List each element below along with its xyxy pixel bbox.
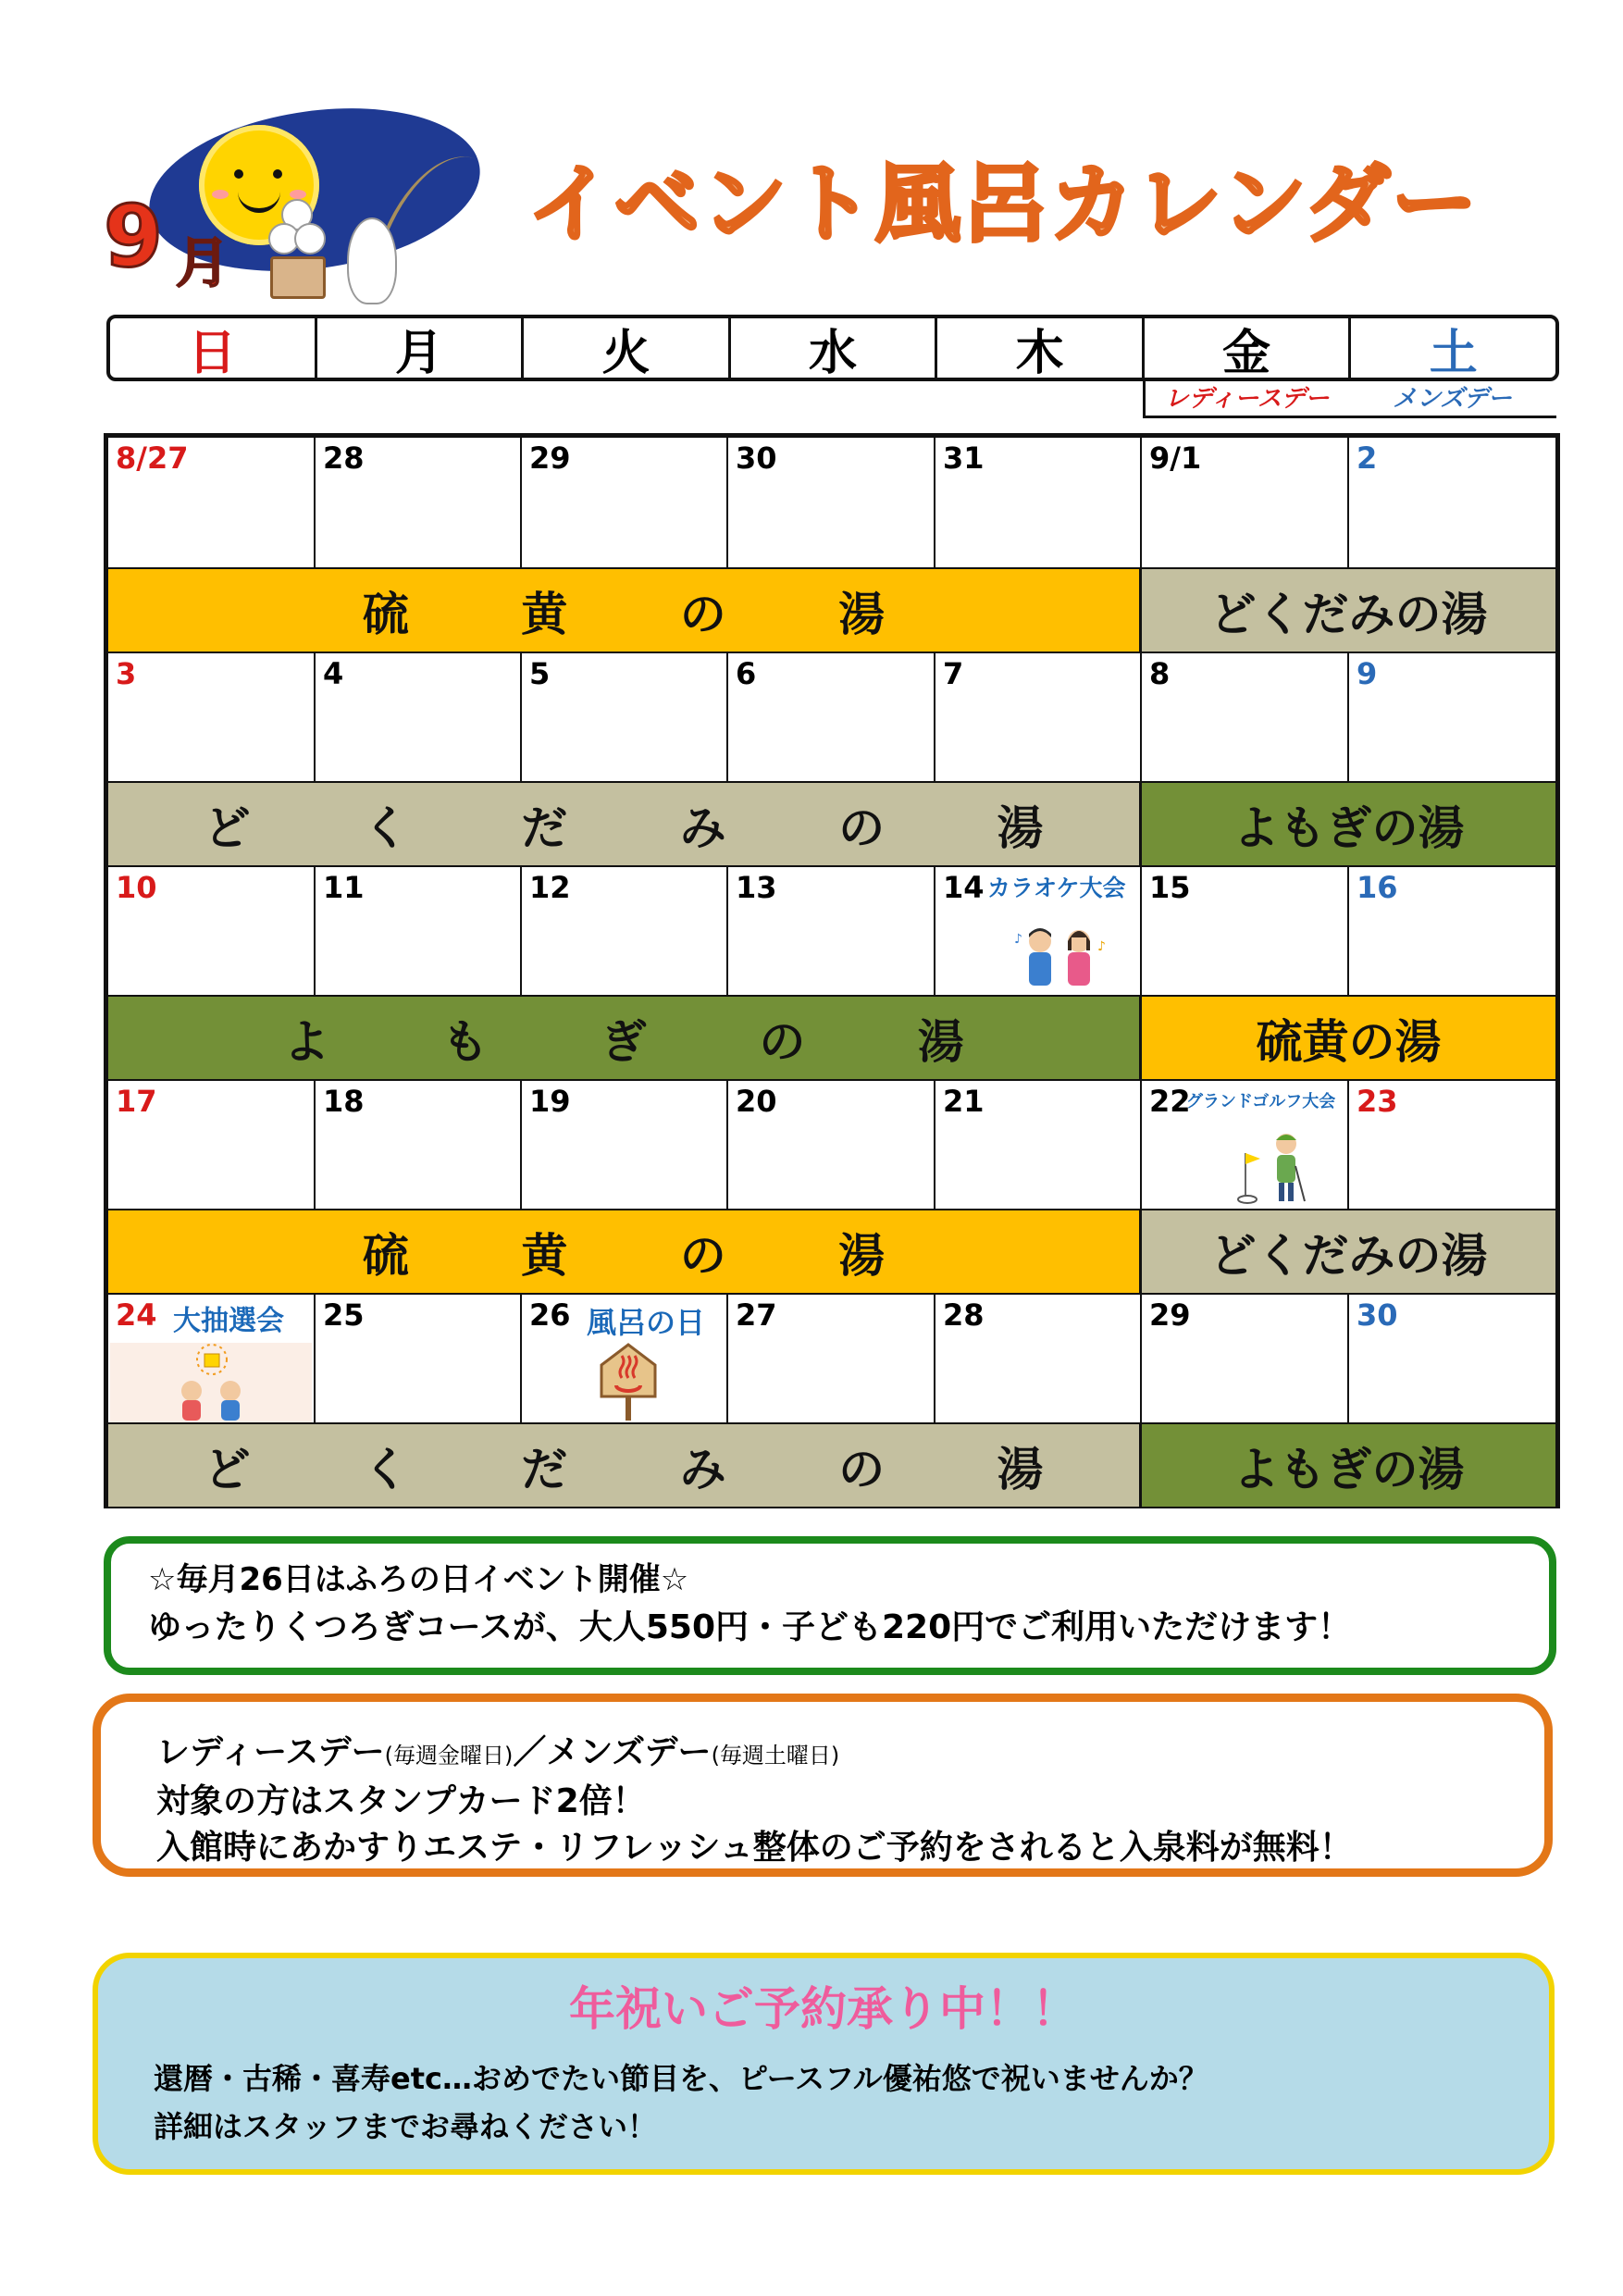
ladies-mens-day-info-box	[93, 1694, 1553, 1877]
calendar-day	[316, 1293, 522, 1422]
calendar-day	[316, 1079, 522, 1209]
calendar-day	[728, 1293, 935, 1422]
calendar-day	[728, 652, 935, 781]
calendar-day	[1142, 865, 1349, 995]
day-number: 20	[736, 1084, 777, 1119]
day-number: 25	[323, 1297, 365, 1333]
ladies-day-note: レディースデー	[1143, 381, 1348, 418]
ground-golf-player-icon	[1236, 1125, 1310, 1207]
calendar-day	[1142, 438, 1349, 567]
calendar-day	[1142, 1293, 1349, 1422]
calendar-week	[108, 1293, 1555, 1507]
bath-weekend-band: よもぎの湯	[1142, 1422, 1555, 1507]
day-number: 8/27	[116, 441, 189, 476]
calendar-day	[1349, 865, 1555, 995]
day-number: 27	[736, 1297, 777, 1333]
day-number: 7	[943, 656, 964, 691]
stamp-card-benefit: 対象の方はスタンプカード2倍！	[156, 1782, 646, 1820]
calendar-day	[1349, 652, 1555, 781]
calendar-day	[1349, 1079, 1555, 1209]
lottery-kids-icon	[164, 1339, 261, 1422]
calendar-day	[108, 438, 316, 567]
mens-day-schedule: (毎週土曜日)	[711, 1743, 840, 1769]
rabbit-icon	[347, 217, 397, 304]
tsukimi-dango-icon	[268, 199, 324, 303]
weekday-wednesday: 水	[731, 318, 938, 378]
mens-day-label: メンズデー	[546, 1733, 712, 1771]
day-number: 29	[1149, 1297, 1191, 1333]
calendar-day	[108, 865, 316, 995]
bath-weekday-band: 硫 黄 の 湯	[108, 567, 1142, 652]
karaoke-event-label: カラオケ大会	[987, 875, 1126, 901]
weekday-tuesday: 火	[524, 318, 731, 378]
day-number: 6	[736, 656, 757, 691]
month-label: 月	[176, 231, 230, 294]
day-number: 4	[323, 656, 344, 691]
day-number: 14	[943, 870, 985, 905]
lottery-event-label: 大抽選会	[173, 1305, 284, 1337]
calendar-week	[108, 438, 1555, 652]
celebration-contact: 詳細はスタッフまでお尋ねください！	[154, 2109, 658, 2144]
furo-day-detail: ゆったりくつろぎコースが、大人550円・子ども220円でご利用いただけます！	[148, 1608, 1352, 1646]
calendar-day	[316, 865, 522, 995]
calendar-day-golf	[1142, 1079, 1349, 1209]
free-entry-benefit: 入館時にあかすりエステ・リフレッシュ整体のご予約をされると入泉料が無料！	[156, 1829, 1353, 1867]
separator: ／	[513, 1733, 547, 1771]
bath-weekday-band: 硫 黄 の 湯	[108, 1209, 1142, 1293]
day-number: 3	[116, 656, 137, 691]
day-number: 30	[1357, 1297, 1398, 1333]
celebration-title: 年祝いご予約承り中！！	[569, 1982, 1078, 2036]
weekday-header	[106, 315, 1559, 381]
day-number: 17	[116, 1084, 157, 1119]
calendar-day	[1349, 1293, 1555, 1422]
calendar-day	[522, 438, 728, 567]
weekday-thursday: 木	[937, 318, 1145, 378]
day-number: 29	[529, 441, 571, 476]
calendar-day	[108, 1079, 316, 1209]
ladies-day-schedule: (毎週金曜日)	[384, 1743, 514, 1769]
day-number: 16	[1357, 870, 1398, 905]
calendar-day	[728, 865, 935, 995]
calendar-day	[935, 1293, 1142, 1422]
day-number: 13	[736, 870, 777, 905]
calendar-day	[522, 865, 728, 995]
mens-day-note: メンズデー	[1348, 381, 1556, 418]
day-number: 21	[943, 1084, 985, 1119]
celebration-info-box	[93, 1953, 1555, 2175]
weekday-saturday: 土	[1429, 325, 1478, 381]
calendar-day	[522, 1079, 728, 1209]
page-title: イベント風呂カレンダー	[527, 155, 1480, 254]
furo-day-heading: ☆毎月26日はふろの日イベント開催☆	[148, 1561, 689, 1598]
calendar-grid	[104, 433, 1560, 1508]
calendar-day	[1349, 438, 1555, 567]
ladies-day-label: レディースデー	[156, 1733, 385, 1771]
calendar-week	[108, 652, 1555, 865]
day-number: 15	[1149, 870, 1191, 905]
weekday-friday: 金	[1145, 318, 1352, 378]
calendar-day-furo	[522, 1293, 728, 1422]
calendar-day	[935, 438, 1142, 567]
day-number: 12	[529, 870, 571, 905]
furo-day-label: 風呂の日	[587, 1305, 706, 1340]
day-number: 22	[1149, 1084, 1191, 1119]
calendar-day-karaoke	[935, 865, 1142, 995]
day-number: 30	[736, 441, 777, 476]
weekday-sunday: 日	[110, 318, 317, 378]
bath-weekend-band: よもぎの湯	[1142, 781, 1555, 865]
calendar-day	[728, 438, 935, 567]
day-number: 19	[529, 1084, 571, 1119]
calendar-day	[316, 438, 522, 567]
calendar-day	[935, 1079, 1142, 1209]
day-number: 11	[323, 870, 365, 905]
day-number: 5	[529, 656, 551, 691]
day-number: 9	[1357, 656, 1378, 691]
svg-text:♪: ♪	[1014, 932, 1022, 947]
golf-event-label: グランドゴルフ大会	[1186, 1092, 1336, 1111]
ladies-mens-heading	[156, 1730, 1489, 1779]
svg-text:♪: ♪	[1097, 939, 1106, 954]
day-number: 8	[1149, 656, 1171, 691]
bath-weekday-band: よ も ぎ の 湯	[108, 995, 1142, 1079]
calendar-day	[522, 652, 728, 781]
day-number: 24	[116, 1297, 157, 1333]
bath-weekend-band: どくだみの湯	[1142, 567, 1555, 652]
calendar-day	[316, 652, 522, 781]
weekday-monday: 月	[317, 318, 525, 378]
hot-spring-sign-icon	[596, 1339, 661, 1422]
karaoke-singers-icon	[1010, 925, 1112, 991]
day-number: 2	[1357, 441, 1378, 476]
day-number: 28	[943, 1297, 985, 1333]
celebration-detail: 還暦・古稀・喜寿etc…おめでたい節目を、ピースフル優祐悠で祝いませんか？	[154, 2061, 1208, 2096]
furo-day-info-box	[104, 1536, 1556, 1675]
day-number: 18	[323, 1084, 365, 1119]
bath-weekend-band: 硫黄の湯	[1142, 995, 1555, 1079]
day-number: 9/1	[1149, 441, 1202, 476]
calendar-day	[108, 652, 316, 781]
bath-weekday-band: ど く だ み の 湯	[108, 781, 1142, 865]
bath-weekend-band: どくだみの湯	[1142, 1209, 1555, 1293]
month-number: 9	[104, 187, 164, 286]
bath-weekday-band: ど く だ み の 湯	[108, 1422, 1142, 1507]
day-number: 23	[1357, 1084, 1398, 1119]
day-number: 26	[529, 1297, 571, 1333]
day-number: 31	[943, 441, 985, 476]
calendar-day	[728, 1079, 935, 1209]
day-number: 10	[116, 870, 157, 905]
calendar-week	[108, 865, 1555, 1079]
calendar-week	[108, 1079, 1555, 1293]
day-number: 28	[323, 441, 365, 476]
calendar-day-lottery	[108, 1293, 316, 1422]
calendar-day	[935, 652, 1142, 781]
calendar-day	[1142, 652, 1349, 781]
